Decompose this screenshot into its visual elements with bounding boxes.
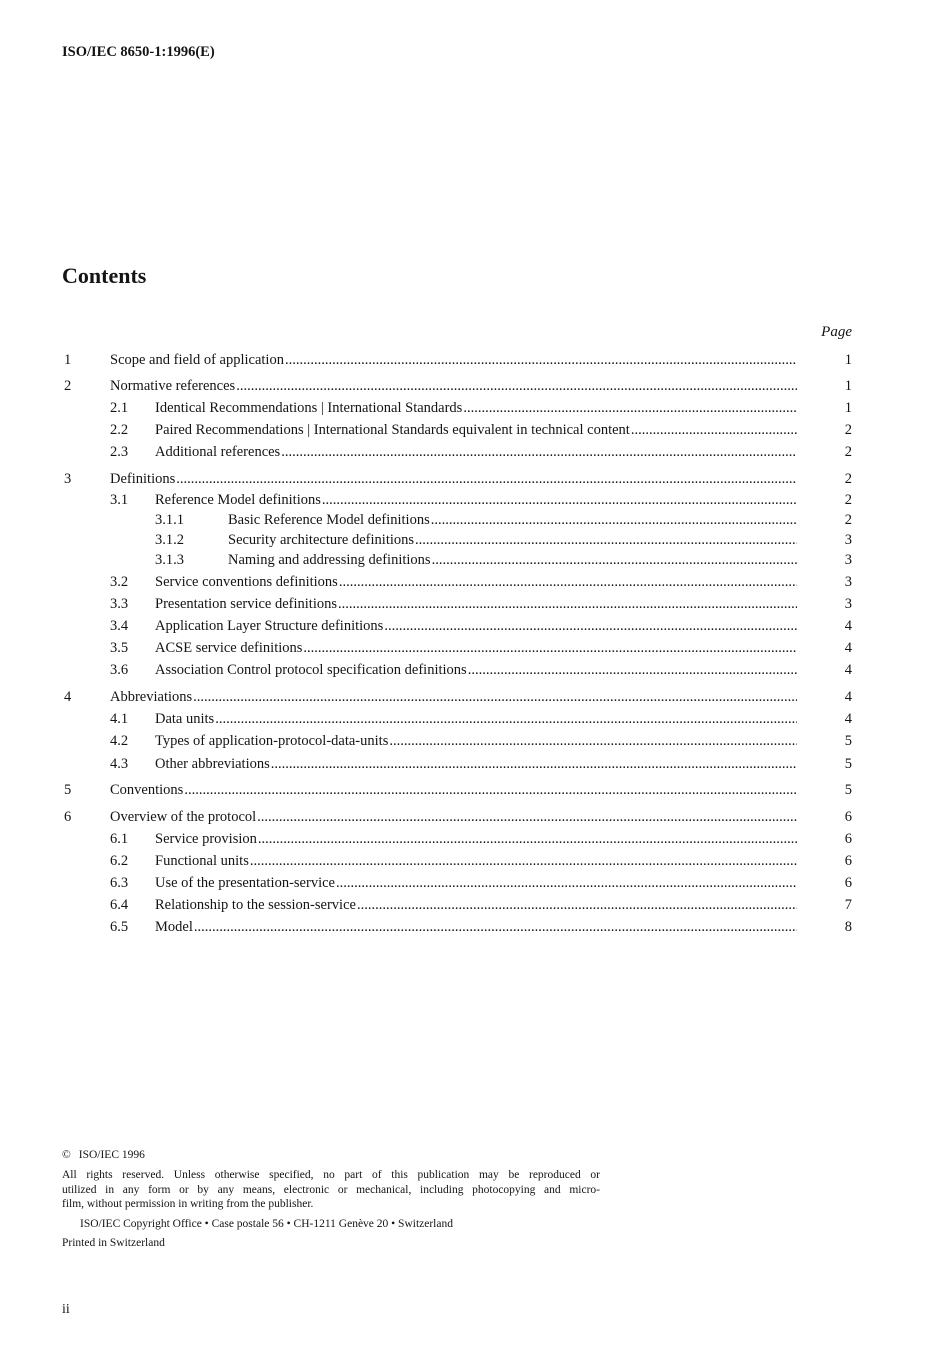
toc-entry-page: 3 <box>844 574 852 590</box>
toc-entry <box>62 874 852 892</box>
toc-entry <box>62 443 852 461</box>
toc-entry-page: 3 <box>844 552 852 568</box>
toc-entry-number: 3.5 <box>110 640 129 656</box>
page-number: ii <box>62 1302 70 1317</box>
toc-entry-page: 5 <box>844 782 852 798</box>
dot-leader <box>183 781 797 799</box>
dot-leader <box>249 852 797 870</box>
toc-entry-number: 4 <box>64 689 72 705</box>
toc-entry <box>62 732 852 750</box>
toc-entry-number: 6.3 <box>110 875 129 891</box>
toc-entry-title: Service provision <box>155 831 257 847</box>
toc-entry-title: Service conventions definitions <box>155 574 338 590</box>
toc-entry-title: Functional units <box>155 853 249 869</box>
toc-entry-page: 8 <box>844 919 852 935</box>
toc-entry <box>62 491 852 509</box>
toc-entry-title: Abbreviations <box>110 689 193 705</box>
toc-entry-number: 6.1 <box>110 831 129 847</box>
printed-in-notice: Printed in Switzerland <box>62 1237 165 1249</box>
toc-entry-title: Naming and addressing definitions <box>228 552 431 568</box>
toc-entry-page: 1 <box>844 352 852 368</box>
toc-entry-page: 3 <box>844 532 852 548</box>
toc-entry-page: 2 <box>844 512 852 528</box>
toc-entry-number: 2.3 <box>110 444 129 460</box>
toc-entry-title: Association Control protocol specification definitions <box>155 662 467 678</box>
toc-entry-number: 2.2 <box>110 422 129 438</box>
document-id-header: ISO/IEC 8650-1:1996(E) <box>62 44 215 60</box>
dot-leader <box>388 732 797 750</box>
toc-entry-number: 5 <box>64 782 72 798</box>
toc-entry-page: 4 <box>844 711 852 727</box>
toc-entry-page: 2 <box>844 444 852 460</box>
toc-entry-number: 3.1.2 <box>155 532 184 548</box>
toc-entry-page: 7 <box>844 897 852 913</box>
toc-entry <box>62 830 852 848</box>
toc-entry-number: 6.2 <box>110 853 129 869</box>
dot-leader <box>321 491 797 509</box>
toc-entry <box>62 639 852 657</box>
toc-entry-title: Normative references <box>110 378 236 394</box>
toc-entry-number: 3.1.1 <box>155 512 184 528</box>
dot-leader <box>280 443 797 461</box>
contents-heading: Contents <box>62 263 147 288</box>
toc-entry-page: 4 <box>844 689 852 705</box>
dot-leader <box>430 511 797 529</box>
toc-entry-page: 6 <box>844 831 852 847</box>
toc-entry-number: 3.1.3 <box>155 552 184 568</box>
toc-entry-number: 3.4 <box>110 618 129 634</box>
toc-entry-page: 6 <box>844 809 852 825</box>
dot-leader <box>193 918 797 936</box>
dot-leader <box>630 421 797 439</box>
toc-entry-number: 2.1 <box>110 400 129 416</box>
toc-entry-page: 5 <box>844 756 852 772</box>
toc-entry-page: 5 <box>844 733 852 749</box>
toc-entry-page: 4 <box>844 662 852 678</box>
toc-entry-title: Use of the presentation-service <box>155 875 335 891</box>
toc-entry <box>62 710 852 728</box>
copyright-notice <box>62 1148 145 1162</box>
dot-leader <box>214 710 797 728</box>
dot-leader <box>462 399 797 417</box>
toc-entry-title: Other abbreviations <box>155 756 270 772</box>
toc-entry-title: Basic Reference Model definitions <box>228 512 430 528</box>
toc-entry <box>62 661 852 679</box>
dot-leader <box>284 351 797 369</box>
toc-entry-title: Overview of the protocol <box>110 809 257 825</box>
toc-entry-number: 4.1 <box>110 711 129 727</box>
toc-entry-page: 1 <box>844 378 852 394</box>
toc-entry-number: 3.3 <box>110 596 129 612</box>
toc-entry <box>62 421 852 439</box>
dot-leader <box>356 896 797 914</box>
toc-entry-title: Additional references <box>155 444 281 460</box>
toc-entry-page: 3 <box>844 596 852 612</box>
toc-entry <box>62 617 852 635</box>
page-column-label: Page <box>821 324 852 340</box>
toc-entry-title: Reference Model definitions <box>155 492 321 508</box>
toc-entry-page: 4 <box>844 640 852 656</box>
toc-entry-title: Conventions <box>110 782 184 798</box>
dot-leader <box>302 639 797 657</box>
rights-statement-line: All rights reserved. Unless otherwise specified, no part of this publication may be reproduced or <box>62 1169 600 1181</box>
toc-entry-title: Model <box>155 919 193 935</box>
toc-entry-number: 3.6 <box>110 662 129 678</box>
toc-entry-title: ACSE service definitions <box>155 640 303 656</box>
dot-leader <box>235 377 797 395</box>
dot-leader <box>192 688 797 706</box>
copyright-icon: © <box>62 1149 71 1161</box>
toc-entry <box>62 470 852 488</box>
toc-entry <box>62 573 852 591</box>
toc-entry-page: 1 <box>844 400 852 416</box>
toc-entry <box>62 918 852 936</box>
dot-leader <box>383 617 797 635</box>
toc-entry <box>62 852 852 870</box>
toc-entry-number: 2 <box>64 378 72 394</box>
toc-entry <box>62 595 852 613</box>
toc-entry-number: 4.3 <box>110 756 129 772</box>
toc-entry-page: 2 <box>844 422 852 438</box>
toc-entry <box>62 688 852 706</box>
copyright-office-address: ISO/IEC Copyright Office • Case postale 56 • CH-1211 Genève 20 • Switzerland <box>80 1218 453 1230</box>
toc-entry-page: 2 <box>844 471 852 487</box>
toc-entry-number: 3.2 <box>110 574 129 590</box>
dot-leader <box>337 595 797 613</box>
toc-entry-page: 2 <box>844 492 852 508</box>
toc-entry-title: Application Layer Structure definitions <box>155 618 384 634</box>
toc-entry-number: 3 <box>64 471 72 487</box>
toc-entry-title: Paired Recommendations | International Standards equivalent in technical content <box>155 422 630 438</box>
toc-entry-title: Scope and field of application <box>110 352 284 368</box>
dot-leader <box>175 470 797 488</box>
toc-entry-title: Identical Recommendations | International Standards <box>155 400 463 416</box>
toc-entry <box>62 808 852 826</box>
toc-entry <box>62 755 852 773</box>
toc-entry-number: 6 <box>64 809 72 825</box>
toc-entry-page: 4 <box>844 618 852 634</box>
toc-entry-number: 6.4 <box>110 897 129 913</box>
toc-entry <box>62 896 852 914</box>
toc-entry <box>62 399 852 417</box>
dot-leader <box>467 661 797 679</box>
dot-leader <box>335 874 797 892</box>
toc-entry <box>62 511 852 529</box>
toc-entry-number: 4.2 <box>110 733 129 749</box>
toc-entry-title: Security architecture definitions <box>228 532 415 548</box>
dot-leader <box>270 755 797 773</box>
dot-leader <box>431 551 797 569</box>
copyright-holder: ISO/IEC 1996 <box>78 1149 145 1161</box>
toc-entry-title: Types of application-protocol-data-units <box>155 733 389 749</box>
rights-statement-line: utilized in any form or by any means, electronic or mechanical, including photocopying and micro- <box>62 1184 600 1196</box>
toc-entry-page: 6 <box>844 853 852 869</box>
toc-entry-number: 1 <box>64 352 72 368</box>
toc-entry-number: 6.5 <box>110 919 129 935</box>
toc-entry-title: Data units <box>155 711 215 727</box>
toc-entry <box>62 351 852 369</box>
dot-leader <box>338 573 797 591</box>
toc-entry-title: Relationship to the session-service <box>155 897 356 913</box>
toc-entry-title: Definitions <box>110 471 176 487</box>
toc-entry-number: 3.1 <box>110 492 129 508</box>
toc-entry <box>62 551 852 569</box>
toc-entry <box>62 377 852 395</box>
dot-leader <box>256 808 797 826</box>
toc-entry <box>62 781 852 799</box>
rights-statement-line: film, without permission in writing from the publisher. <box>62 1198 314 1210</box>
toc-entry <box>62 531 852 549</box>
dot-leader <box>414 531 797 549</box>
dot-leader <box>257 830 797 848</box>
toc-entry-title: Presentation service definitions <box>155 596 338 612</box>
toc-entry-page: 6 <box>844 875 852 891</box>
